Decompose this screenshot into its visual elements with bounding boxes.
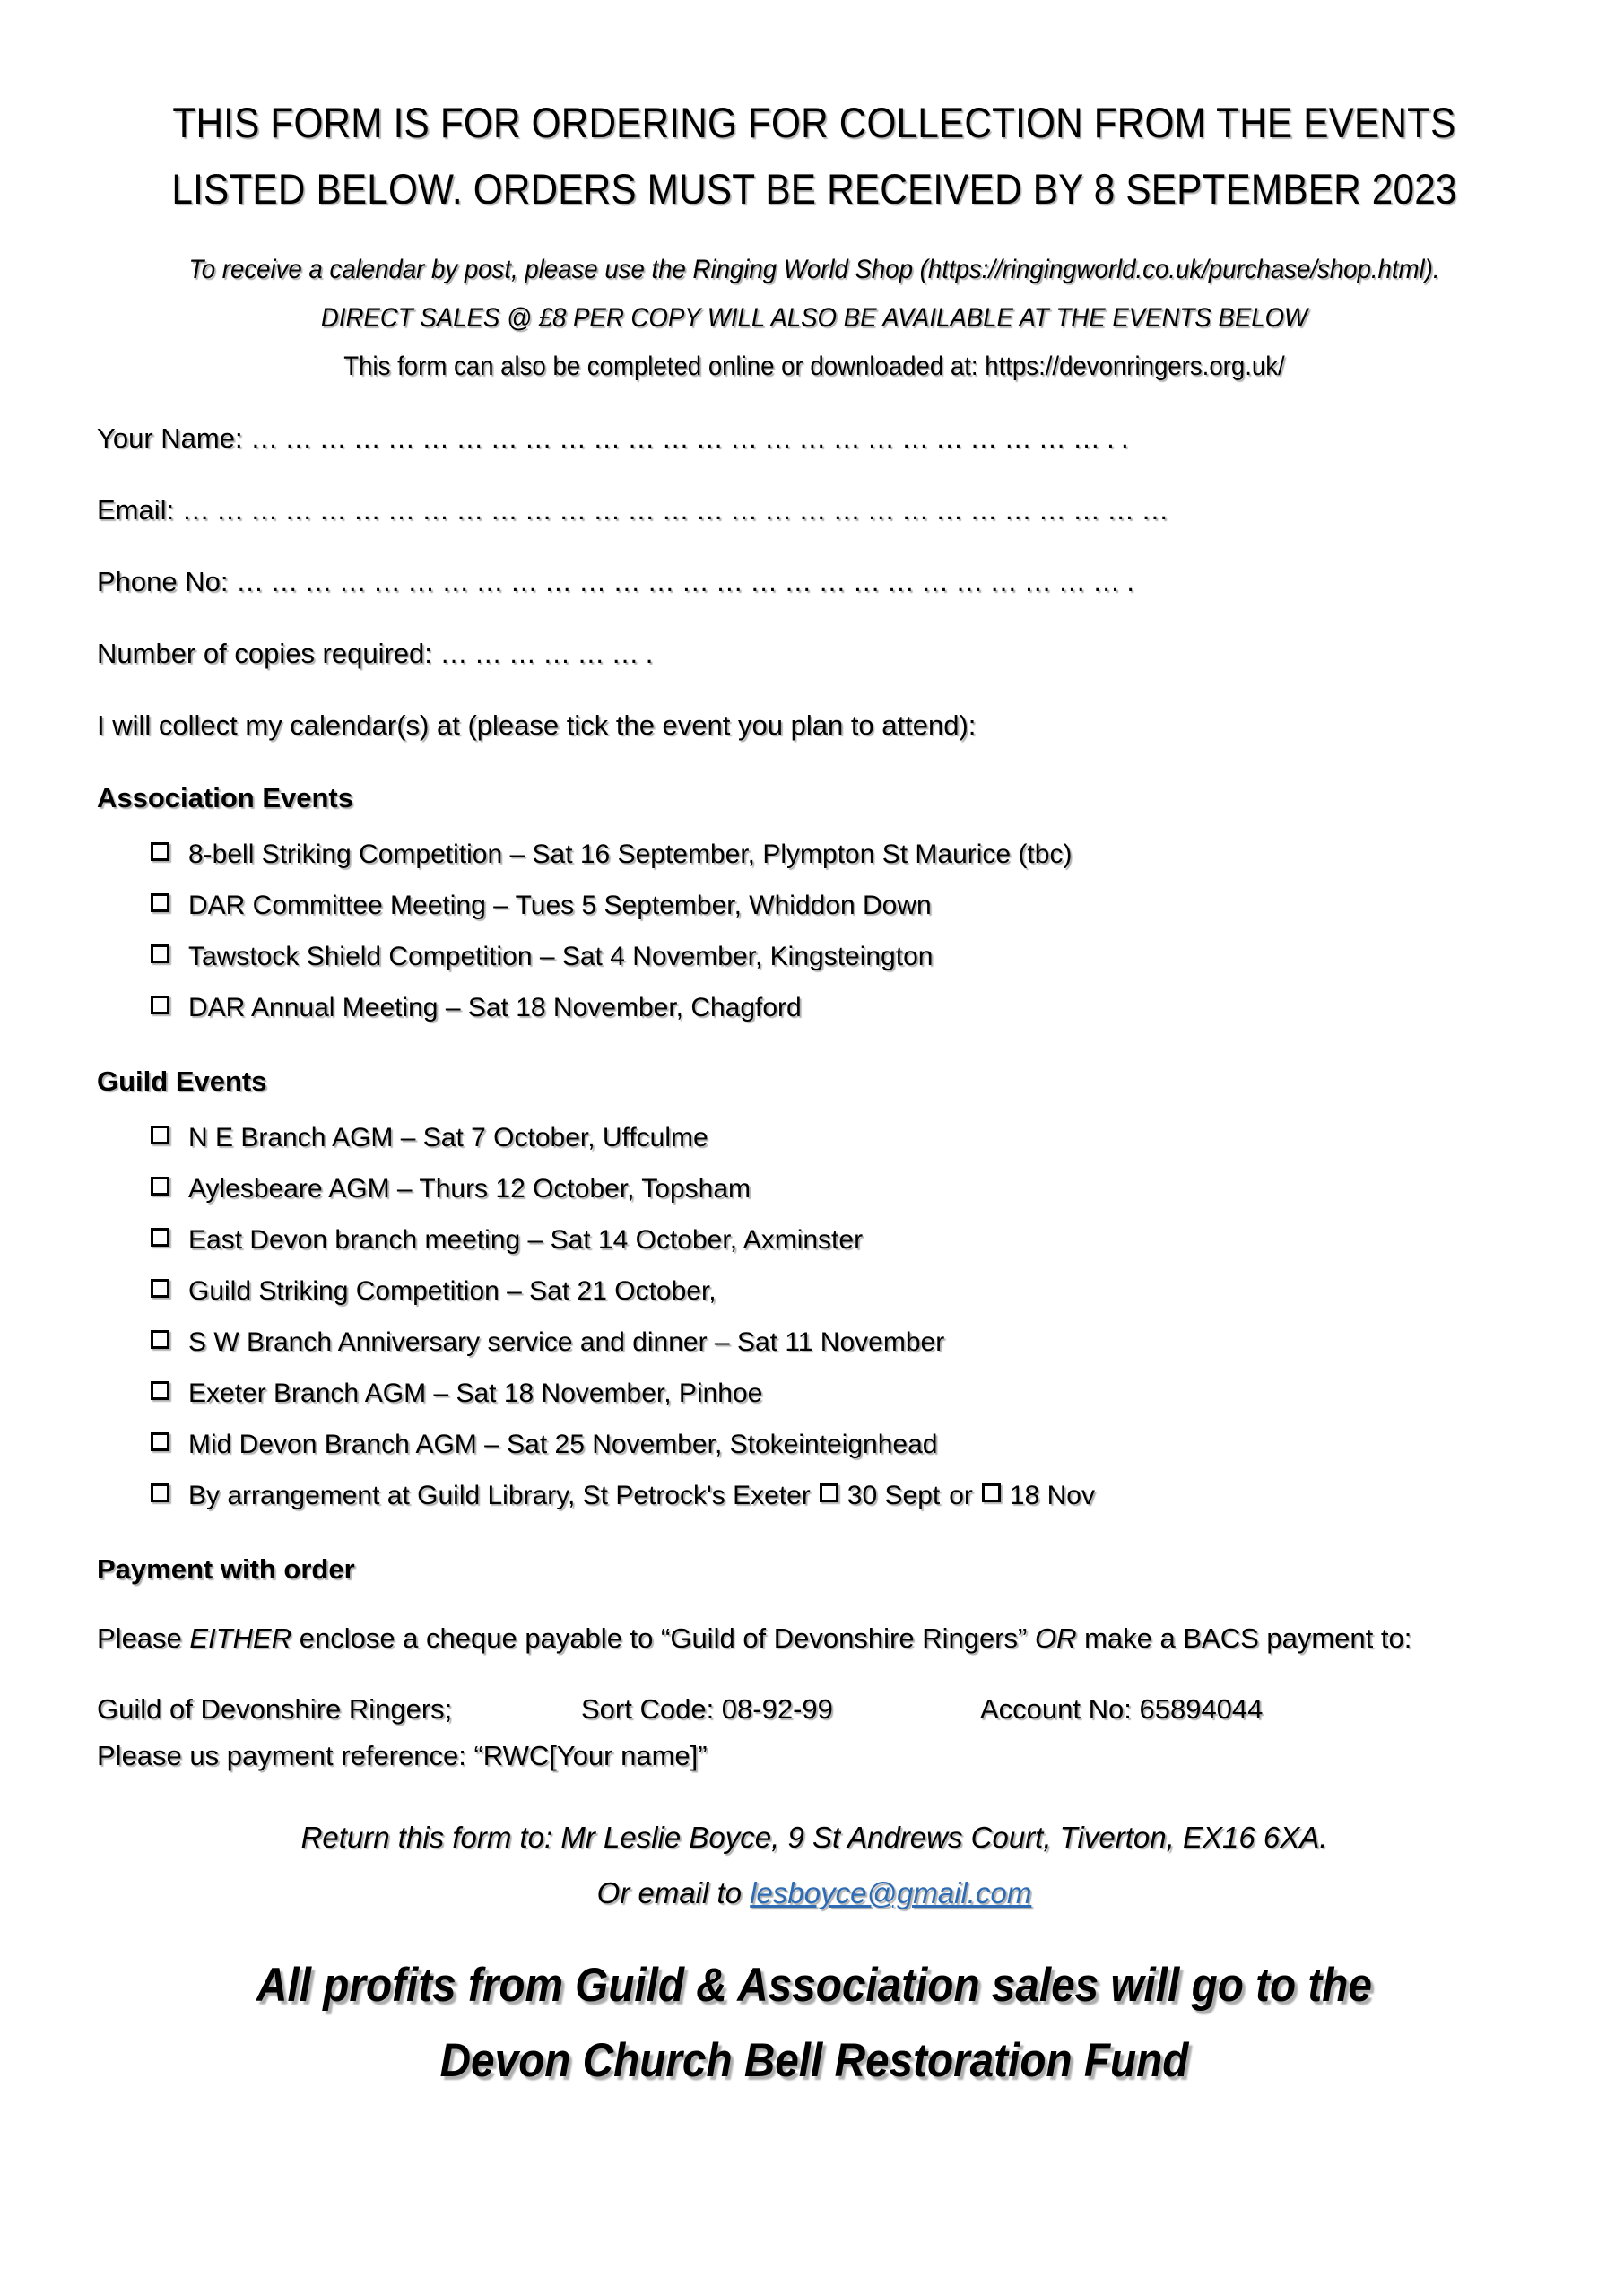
field-number-of-copies-leader: ………………. bbox=[439, 638, 660, 669]
checkbox-icon[interactable] bbox=[151, 1432, 169, 1451]
list-item-label: DAR Committee Meeting – Tues 5 September, Whiddon Down bbox=[188, 891, 932, 920]
page-title bbox=[97, 90, 1532, 222]
option-label-18-nov: 18 Nov bbox=[1009, 1481, 1095, 1510]
field-phone-no-label: Phone No: bbox=[97, 566, 229, 597]
field-your-name-leader: ………………………………………………………………….. bbox=[250, 422, 1135, 454]
list-item[interactable] bbox=[97, 1317, 1532, 1368]
title-line-1: THIS FORM IS FOR ORDERING FOR COLLECTION FROM THE EVENTS bbox=[172, 99, 1456, 146]
option-conjunction: or bbox=[949, 1481, 973, 1510]
document-body bbox=[97, 90, 1532, 2099]
list-item-label: Guild Striking Competition – Sat 21 October, bbox=[188, 1276, 716, 1306]
list-item[interactable] bbox=[97, 880, 1532, 931]
intro-line-online-form: This form can also be completed online or downloaded at: https://devonringers.org.uk/ bbox=[343, 352, 1285, 381]
heading-guild-events: Guild Events bbox=[97, 1065, 267, 1097]
payment-instruction-or: OR bbox=[1034, 1622, 1077, 1654]
return-email-line bbox=[97, 1866, 1532, 1921]
checkbox-icon[interactable] bbox=[151, 1126, 169, 1144]
intro-line-postal-shop: To receive a calendar by post, please use the Ringing World Shop (https://ringingworld.co.uk/purchase/shop.html). bbox=[188, 255, 1440, 284]
field-your-name-label: Your Name: bbox=[97, 422, 243, 454]
list-item[interactable] bbox=[97, 1265, 1532, 1317]
list-item-label: Exeter Branch AGM – Sat 18 November, Pinhoe bbox=[188, 1378, 763, 1408]
list-item[interactable] bbox=[97, 1419, 1532, 1470]
field-number-of-copies[interactable] bbox=[97, 630, 1532, 678]
return-instructions bbox=[97, 1810, 1532, 1921]
checkbox-icon[interactable] bbox=[151, 944, 169, 963]
field-phone-no-leader: ……………………………………………………………………. bbox=[236, 566, 1142, 597]
list-item[interactable] bbox=[97, 931, 1532, 982]
list-item[interactable] bbox=[97, 1368, 1532, 1419]
payment-account-details bbox=[97, 1686, 1532, 1733]
return-address: Return this form to: Mr Leslie Boyce, 9 St Andrews Court, Tiverton, EX16 6XA. bbox=[300, 1821, 1328, 1854]
list-item[interactable] bbox=[97, 982, 1532, 1033]
return-email-prefix: Or email to bbox=[596, 1876, 751, 1909]
intro-block bbox=[97, 246, 1532, 391]
payment-account-number: Account No: 65894044 bbox=[980, 1693, 1264, 1725]
association-events-list bbox=[97, 829, 1532, 1033]
list-item[interactable] bbox=[97, 1214, 1532, 1265]
list-item[interactable] bbox=[97, 1112, 1532, 1163]
field-email[interactable] bbox=[97, 486, 1532, 535]
checkbox-icon[interactable] bbox=[151, 1483, 169, 1502]
field-email-leader: …………………………………………………………………………… bbox=[181, 494, 1176, 526]
list-item-label: Aylesbeare AGM – Thurs 12 October, Topsham bbox=[188, 1174, 751, 1204]
list-item-guild-library[interactable] bbox=[97, 1470, 1532, 1521]
list-item-label: 8-bell Striking Competition – Sat 16 September, Plympton St Maurice (tbc) bbox=[188, 839, 1073, 869]
payment-sort-code: Sort Code: 08-92-99 bbox=[581, 1693, 833, 1725]
list-item-label: Mid Devon Branch AGM – Sat 25 November, Stokeinteignhead bbox=[188, 1430, 938, 1459]
option-label-30-sept: 30 Sept bbox=[847, 1481, 941, 1510]
payment-instruction-either: EITHER bbox=[189, 1622, 292, 1654]
checkbox-icon-18-nov[interactable] bbox=[982, 1483, 1001, 1502]
field-email-label: Email: bbox=[97, 494, 175, 526]
email-link[interactable]: lesboyce@gmail.com bbox=[750, 1876, 1032, 1909]
footer-line-2: Devon Church Bell Restoration Fund bbox=[439, 2034, 1189, 2087]
list-item[interactable] bbox=[97, 829, 1532, 880]
intro-line-direct-sales: DIRECT SALES @ £8 PER COPY WILL ALSO BE AVAILABLE AT THE EVENTS BELOW bbox=[320, 303, 1308, 333]
guild-events-list bbox=[97, 1112, 1532, 1521]
footer-message bbox=[97, 1948, 1532, 2099]
list-item-label: N E Branch AGM – Sat 7 October, Uffculme bbox=[188, 1123, 708, 1152]
checkbox-icon[interactable] bbox=[151, 1228, 169, 1247]
checkbox-icon-30-sept[interactable] bbox=[820, 1483, 838, 1502]
payment-instruction bbox=[97, 1614, 1532, 1663]
field-your-name[interactable] bbox=[97, 414, 1532, 463]
list-item-label: East Devon branch meeting – Sat 14 October, Axminster bbox=[188, 1225, 864, 1255]
checkbox-icon[interactable] bbox=[151, 893, 169, 912]
payment-instruction-part2: enclose a cheque payable to “Guild of Devonshire Ringers” bbox=[291, 1622, 1035, 1654]
field-phone-no[interactable] bbox=[97, 558, 1532, 606]
checkbox-icon[interactable] bbox=[151, 1279, 169, 1298]
collect-statement: I will collect my calendar(s) at (please tick the event you plan to attend): bbox=[97, 709, 977, 741]
payment-instruction-part3: make a BACS payment to: bbox=[1076, 1622, 1412, 1654]
field-number-of-copies-label: Number of copies required: bbox=[97, 638, 432, 669]
payment-reference: Please us payment reference: “RWC[Your name]” bbox=[97, 1740, 708, 1771]
list-item[interactable] bbox=[97, 1163, 1532, 1214]
list-item-label: S W Branch Anniversary service and dinner – Sat 11 November bbox=[188, 1327, 945, 1357]
list-item-label: Tawstock Shield Competition – Sat 4 November, Kingsteington bbox=[188, 942, 934, 971]
checkbox-icon[interactable] bbox=[151, 842, 169, 861]
checkbox-icon[interactable] bbox=[151, 1330, 169, 1349]
heading-association-events: Association Events bbox=[97, 782, 353, 813]
list-item-label: DAR Annual Meeting – Sat 18 November, Chagford bbox=[188, 993, 802, 1022]
checkbox-icon[interactable] bbox=[151, 1381, 169, 1400]
footer-line-1: All profits from Guild & Association sales will go to the bbox=[256, 1959, 1372, 2012]
checkbox-icon[interactable] bbox=[151, 996, 169, 1014]
checkbox-icon[interactable] bbox=[151, 1177, 169, 1196]
payment-account-name: Guild of Devonshire Ringers; bbox=[97, 1693, 453, 1725]
heading-payment-with-order: Payment with order bbox=[97, 1553, 355, 1585]
payment-instruction-part1: Please bbox=[97, 1622, 190, 1654]
list-item-label: By arrangement at Guild Library, St Petrock's Exeter bbox=[188, 1481, 811, 1510]
title-line-2: LISTED BELOW. ORDERS MUST BE RECEIVED BY 8 SEPTEMBER 2023 bbox=[171, 165, 1457, 213]
